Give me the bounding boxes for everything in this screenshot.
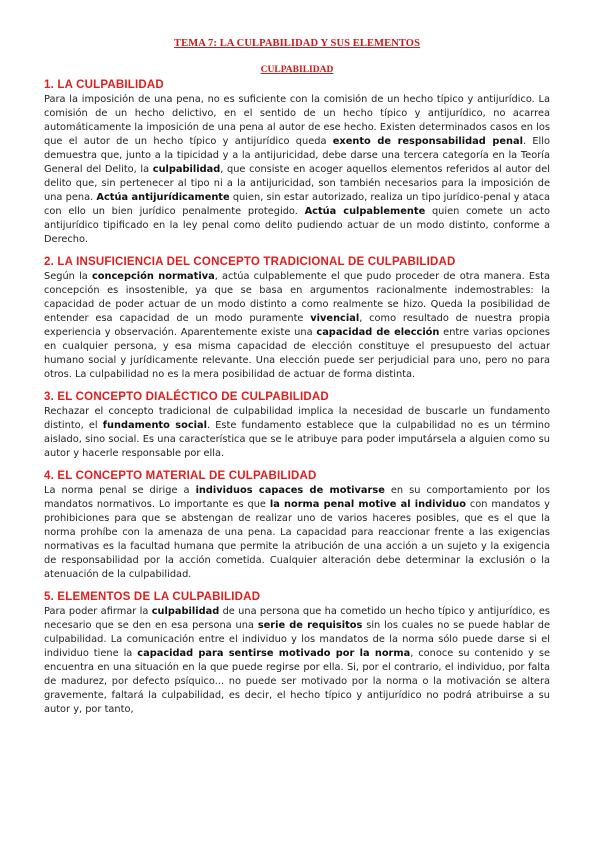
section-body [44,484,550,582]
bold-term: culpabilidad [152,164,221,175]
section-body [44,605,550,717]
section-body [44,93,550,247]
text-run: , actúa culpablemente el que pudo proceder de otra manera. Esta concepción es insostenible, ya que se basa en argumentos racionalmente indemostrables: la capacidad de poder actuar de un modo distinto a como realmente se hizo. Queda la posibilidad de entender esa capacidad de un modo puramente [44,271,551,324]
section-heading: 5. ELEMENTOS DE LA CULPABILIDAD [44,591,261,603]
bold-term: la norma penal motive al individuo [269,499,466,510]
bold-term: Actúa culpablemente [304,206,426,217]
section-body [44,270,550,382]
text-run: , conoce su contenido y se encuentra en una situación en la que puede regirse por ella. Si, por el contrario, el individuo, por falta de madurez, por defecto psíquico... no puede ser motivado por la norma o la motivación se altera gravemente, faltará la culpabilidad, es decir, el hecho típico y antijurídico no podrá atribuirse a su autor y, por tanto, [44,648,550,715]
text-run: La norma penal se dirige a [44,485,196,496]
text-run: Según la [44,271,92,282]
text-run: . Este fundamento establece que la culpabilidad no es un término aislado, sino social. Es una característica que se le atribuye para poder imputársela a alguien como su autor y hacerle responsable por ella. [44,420,551,459]
text-run: Para la imposición de una pena, no es suficiente con la comisión de un hecho típico y antijurídico. La comisión de un hecho delictivo, en el sentido de un hecho típico y antijurídico, no acarrea automáticamente la imposición de una pena al autor de ese hecho. Existen determinados casos en los que el autor de un hecho típico y antijurídico queda [44,94,550,147]
bold-term: individuos capaces de motivarse [195,485,385,496]
bold-term: exento de responsabilidad penal [332,136,523,147]
text-run: con mandatos y prohibiciones para que se abstengan de realizar uno de varios haceres posibles, que es el que la norma prohíbe con la amenaza de una pena. La capacidad para reaccionar frente a las exigencias normativas es la facultad humana que permite la atribución de una acción a un sujeto y la exigencia de responsabilidad por la acción cometida. Cualquier alteración debe determinar la exclusión o la atenuación de la culpabilidad. [44,499,550,580]
text-run: quien comete un acto antijurídico tipificado en la ley penal como delito pudiendo actuar de un modo distinto, conforme a Derecho. [44,206,550,245]
section-body [44,405,550,461]
section-heading: 2. LA INSUFICIENCIA DEL CONCEPTO TRADICIONAL DE CULPABILIDAD [44,256,456,268]
section-heading: 4. EL CONCEPTO MATERIAL DE CULPABILIDAD [44,470,317,482]
text-run: Rechazar el concepto tradicional de culpabilidad implica la necesidad de buscarle un fundamento distinto, el [44,406,550,431]
text-run: , como resultado de nuestra propia experiencia y observación. Aparentemente existe una [44,313,550,338]
bold-term: vivencial [310,313,360,324]
document-subtitle: CULPABILIDAD [260,65,334,75]
section-heading: 1. LA CULPABILIDAD [44,79,164,91]
bold-term: capacidad para sentirse motivado por la norma [137,648,411,659]
text-run: Para poder afirmar la [44,606,152,617]
section-elementos [44,591,550,717]
text-run: en su comportamiento por los mandatos normativos. Lo importante es que [44,485,550,510]
section-dialectico [44,391,550,461]
text-run: entre varias opciones en cualquier persona, y esa misma capacidad de elección constituye el presupuesto del actuar humano social y jurídicamente relevante. Una elección puede ser perjudicial para uno, pero no para otros. La culpabilidad no es la mera posibilidad de actuar de forma distinta. [44,327,550,380]
bold-term: fundamento social [102,420,207,431]
bold-term: capacidad de elección [316,327,440,338]
text-run: . Ello demuestra que, junto a la tipicidad y a la antijuricidad, debe darse una tercera categoría en la Teoría General del Delito, la [44,136,550,175]
section-culpabilidad [44,79,550,247]
text-run: , que consiste en acoger aquellos elementos referidos al autor del delito que, sin pertenecer al tipo ni a la antijuricidad, son también necesarios para la imposición de una pena. [44,164,550,203]
bold-term: concepción normativa [91,271,215,282]
section-material [44,470,550,582]
section-heading: 3. EL CONCEPTO DIALÉCTICO DE CULPABILIDAD [44,391,329,403]
text-run: quien, sin estar autorizado, realiza un tipo jurídico-penal y ataca con ello un bien jurídico penalmente protegido. [44,192,550,217]
bold-term: serie de requisitos [257,620,363,631]
text-run: de una persona que ha cometido un hecho típico y antijurídico, es necesario que se den en esa persona una [44,606,550,631]
section-insuficiencia [44,256,550,382]
document-title: TEMA 7: LA CULPABILIDAD Y SUS ELEMENTOS [173,38,421,49]
bold-term: Actúa antijurídicamente [96,192,230,203]
bold-term: culpabilidad [151,606,220,617]
text-run: sin los cuales no se puede hablar de culpabilidad. La comunicación entre el individuo y los mandatos de la norma sólo puede darse si el individuo tiene la [44,620,551,659]
